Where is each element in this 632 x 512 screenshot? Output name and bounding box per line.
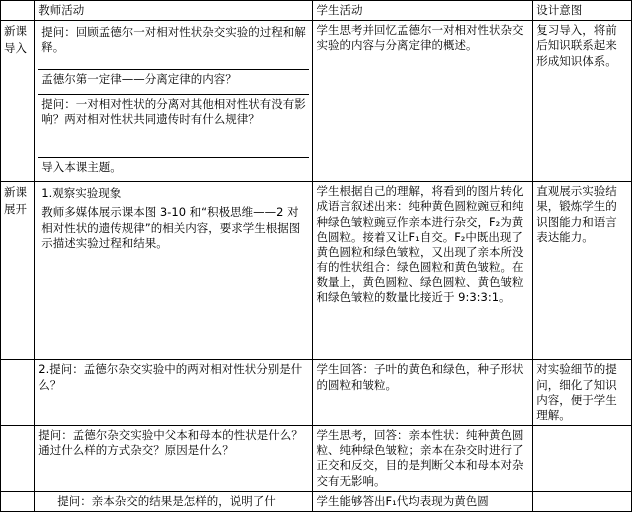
phase-spacer bbox=[1, 491, 35, 511]
design-intent: 对实验细节的提问，细化了知识内容，便于学生理解。 bbox=[533, 360, 632, 426]
header-student-activity: 学生活动 bbox=[313, 1, 533, 21]
teacher-step: 导入本课主题。 bbox=[41, 160, 122, 175]
teacher-activity-develop bbox=[35, 182, 313, 360]
teacher-step: 教师多媒体展示课本图 3-10 和“积极思维——2 对相对性状的遗传规律”的相关内容，要求学生根据图示描述实验过程和结果。 bbox=[41, 205, 301, 250]
header-design-intent: 设计意图 bbox=[533, 1, 632, 21]
teacher-step: 提问：孟德尔杂交实验中父本和母本的性状是什么？通过什么样的方式杂交？原因是什么？ bbox=[35, 426, 313, 492]
teacher-step: 孟德尔第一定律——分离定律的内容？ bbox=[38, 70, 309, 95]
teacher-step: 提问：回顾孟德尔一对相对性状杂交实验的过程和解释。 bbox=[38, 23, 309, 70]
list-item bbox=[38, 158, 309, 180]
list-item bbox=[38, 95, 309, 158]
list-item bbox=[38, 203, 309, 357]
header-phase bbox=[1, 1, 35, 21]
design-intent-develop: 直观展示实验结果，锻炼学生的识图能力和语言表达能力。 bbox=[533, 182, 632, 360]
teacher-subtable-develop bbox=[38, 184, 309, 357]
list-item bbox=[38, 70, 309, 95]
table-header bbox=[1, 1, 632, 21]
teacher-step: 1.观察实验现象 bbox=[41, 186, 122, 201]
table-body bbox=[1, 21, 632, 512]
phase-spacer bbox=[1, 360, 35, 426]
list-item bbox=[38, 23, 309, 70]
table-row bbox=[1, 182, 632, 360]
design-intent bbox=[533, 426, 632, 492]
student-activity-intro: 学生思考并回忆孟德尔一对相对性状杂交实验的内容与分离定律的概述。 bbox=[313, 21, 533, 182]
phase-text: 新课展开 bbox=[4, 185, 27, 216]
header-teacher-activity: 教师活动 bbox=[35, 1, 313, 21]
design-intent-intro: 复习导入，将前后知识联系起来形成知识体系。 bbox=[533, 21, 632, 182]
table-row bbox=[1, 360, 632, 426]
phase-label-intro bbox=[1, 21, 35, 182]
student-response: 学生思考，回答：亲本性状：纯种黄色圆粒、纯种绿色皱粒；亲本在杂交时进行了正交和反交，目的是判断父本和母本对杂交有无影响。 bbox=[313, 426, 533, 492]
phase-text: 新课导入 bbox=[4, 24, 27, 55]
teacher-step: 提问：一对相对性状的分离对其他相对性状有没有影响？两对相对性状共同遗传时有什么规律？ bbox=[38, 95, 309, 158]
design-intent bbox=[533, 491, 632, 511]
teacher-subtable-intro bbox=[38, 23, 309, 179]
header-row bbox=[1, 1, 632, 21]
table-row bbox=[1, 426, 632, 492]
student-response: 学生能够答出F₁代均表现为黄色圆 bbox=[313, 491, 533, 511]
table-row bbox=[1, 491, 632, 511]
student-activity-develop: 学生根据自己的理解，将看到的图片转化成语言叙述出来：纯种黄色圆粒豌豆和纯种绿色皱粒豌豆作亲本进行杂交，F₂为黄色圆粒。接着又让F₁自交。F₂中既出现了黄色圆粒和绿色皱粒，又出现了亲本所没有的性状组合：绿色圆粒和黄色皱粒。在数量上，黄色圆粒、绿色圆粒、黄色皱粒和绿色皱粒的数量比接近于 9:3:3:1。 bbox=[313, 182, 533, 360]
student-response: 学生回答：子叶的黄色和绿色，种子形状的圆粒和皱粒。 bbox=[313, 360, 533, 426]
table-row bbox=[1, 21, 632, 182]
teacher-step: 2.提问：孟德尔杂交实验中的两对相对性状分别是什么？ bbox=[35, 360, 313, 426]
phase-label-develop bbox=[1, 182, 35, 360]
list-item bbox=[38, 184, 309, 203]
teacher-activity-intro bbox=[35, 21, 313, 182]
phase-spacer bbox=[1, 426, 35, 492]
teacher-step: 提问：亲本杂交的结果是怎样的，说明了什 bbox=[35, 491, 313, 511]
